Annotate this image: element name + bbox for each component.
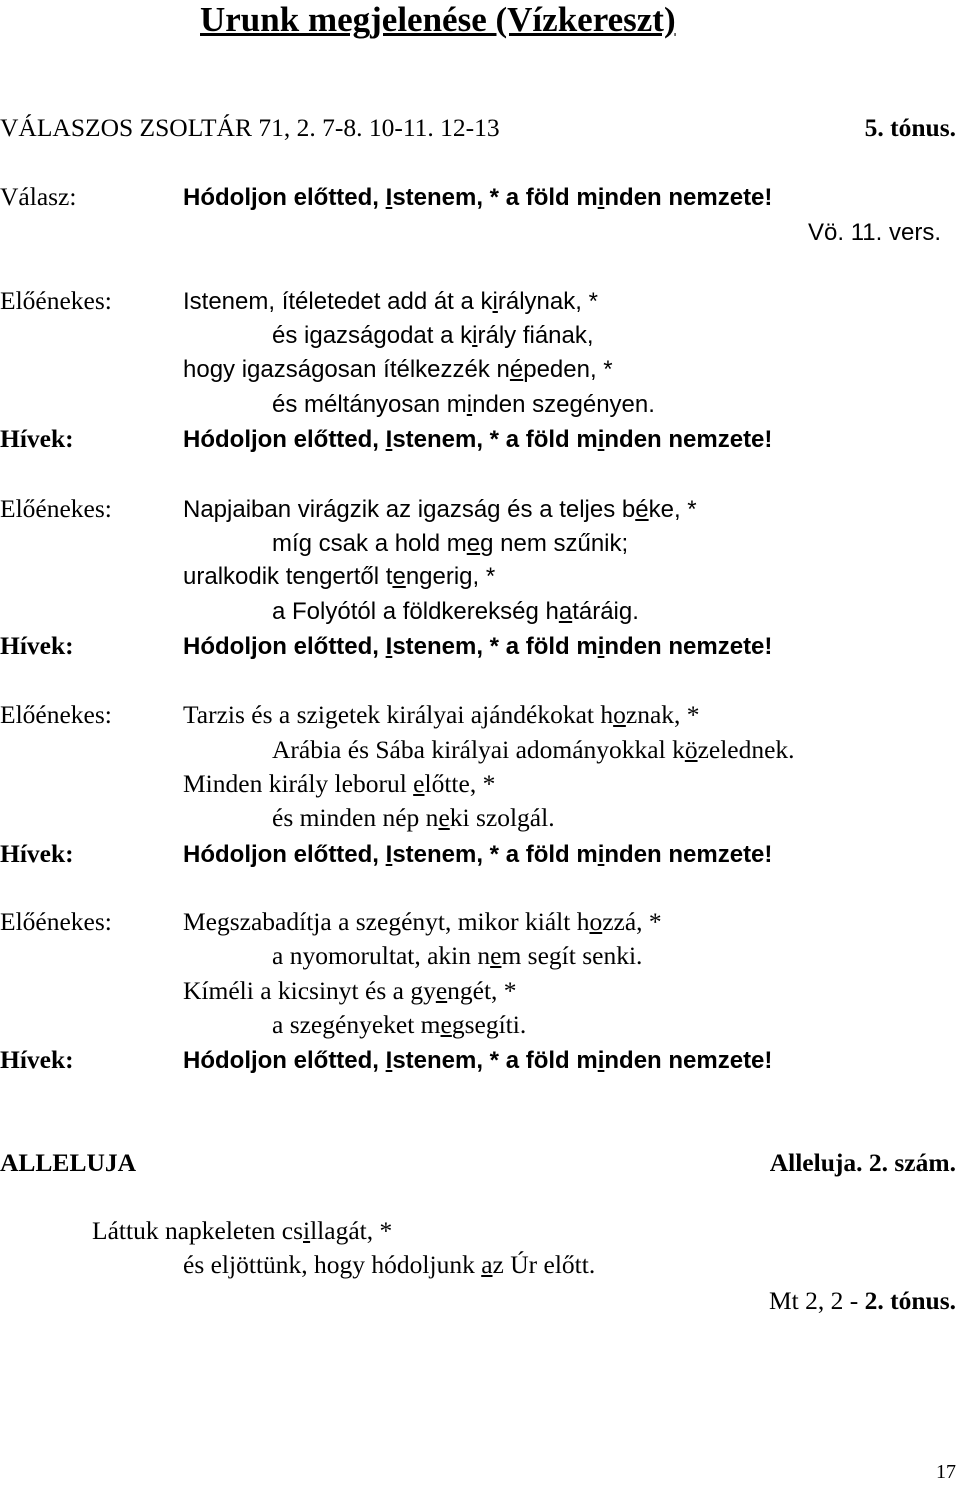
cantor-label: Előénekes: — [0, 700, 112, 729]
stanza-line: a Folyótól a földkerekség határáig. — [272, 598, 639, 625]
people-label: Hívek: — [0, 1045, 74, 1074]
page-title: Urunk megjelenése (Vízkereszt) — [200, 0, 676, 39]
stanza-line: és minden nép neki szolgál. — [272, 803, 555, 832]
response-text: Hódoljon előtted, Istenem, * a föld minden nemzete! — [183, 1047, 773, 1074]
stanza-line: és igazságodat a király fiának, — [272, 322, 594, 349]
stanza-line: uralkodik tengertől tengerig, * — [183, 563, 496, 590]
people-label: Hívek: — [0, 839, 74, 868]
stanza-line: hogy igazságosan ítélkezzék népeden, * — [183, 356, 613, 383]
alleluia-line: Láttuk napkeleten csillagát, * — [92, 1216, 393, 1245]
response-label: Válasz: — [0, 182, 77, 211]
response-text: Hódoljon előtted, Istenem, * a föld minden nemzete! — [183, 841, 773, 868]
stanza-line: a szegényeket megsegíti. — [272, 1010, 527, 1039]
stanza-line: Tarzis és a szigetek királyai ajándékokat hoznak, * — [183, 700, 700, 729]
stanza-line: és méltányosan minden szegényen. — [272, 391, 655, 418]
alleluia-number: Alleluja. 2. szám. — [769, 1148, 956, 1177]
alleluia-reference: Mt 2, 2 - 2. tónus. — [768, 1286, 956, 1315]
stanza-line: Minden király leborul előtte, * — [183, 769, 496, 798]
stanza-line: Arábia és Sába királyai adományokkal közelednek. — [272, 735, 795, 764]
psalm-heading: VÁLASZOS ZSOLTÁR 71, 2. 7-8. 10-11. 12-13 — [0, 113, 500, 142]
stanza-line: a nyomorultat, akin nem segít senki. — [272, 941, 643, 970]
response-text: Hódoljon előtted, Istenem, * a föld minden nemzete! — [183, 633, 773, 660]
response-reference: Vö. 11. vers. — [808, 219, 941, 246]
psalm-tone: 5. tónus. — [864, 113, 956, 142]
people-label: Hívek: — [0, 631, 74, 660]
cantor-label: Előénekes: — [0, 286, 112, 315]
stanza-line: Istenem, ítéletedet add át a királynak, * — [183, 288, 598, 315]
alleluia-heading: ALLELUJA — [0, 1148, 137, 1177]
stanza-line: míg csak a hold meg nem szűnik; — [272, 530, 629, 557]
alleluia-line: és eljöttünk, hogy hódoljunk az Úr előtt. — [183, 1250, 596, 1279]
response-text: Hódoljon előtted, Istenem, * a föld minden nemzete! — [183, 184, 773, 211]
cantor-label: Előénekes: — [0, 907, 112, 936]
stanza-line: Kíméli a kicsinyt és a gyengét, * — [183, 976, 517, 1005]
page-number: 17 — [936, 1461, 956, 1483]
response-text: Hódoljon előtted, Istenem, * a föld minden nemzete! — [183, 426, 773, 453]
stanza-line: Megszabadítja a szegényt, mikor kiált hozzá, * — [183, 907, 662, 936]
people-label: Hívek: — [0, 424, 74, 453]
stanza-line: Napjaiban virágzik az igazság és a teljes béke, * — [183, 496, 697, 523]
cantor-label: Előénekes: — [0, 494, 112, 523]
